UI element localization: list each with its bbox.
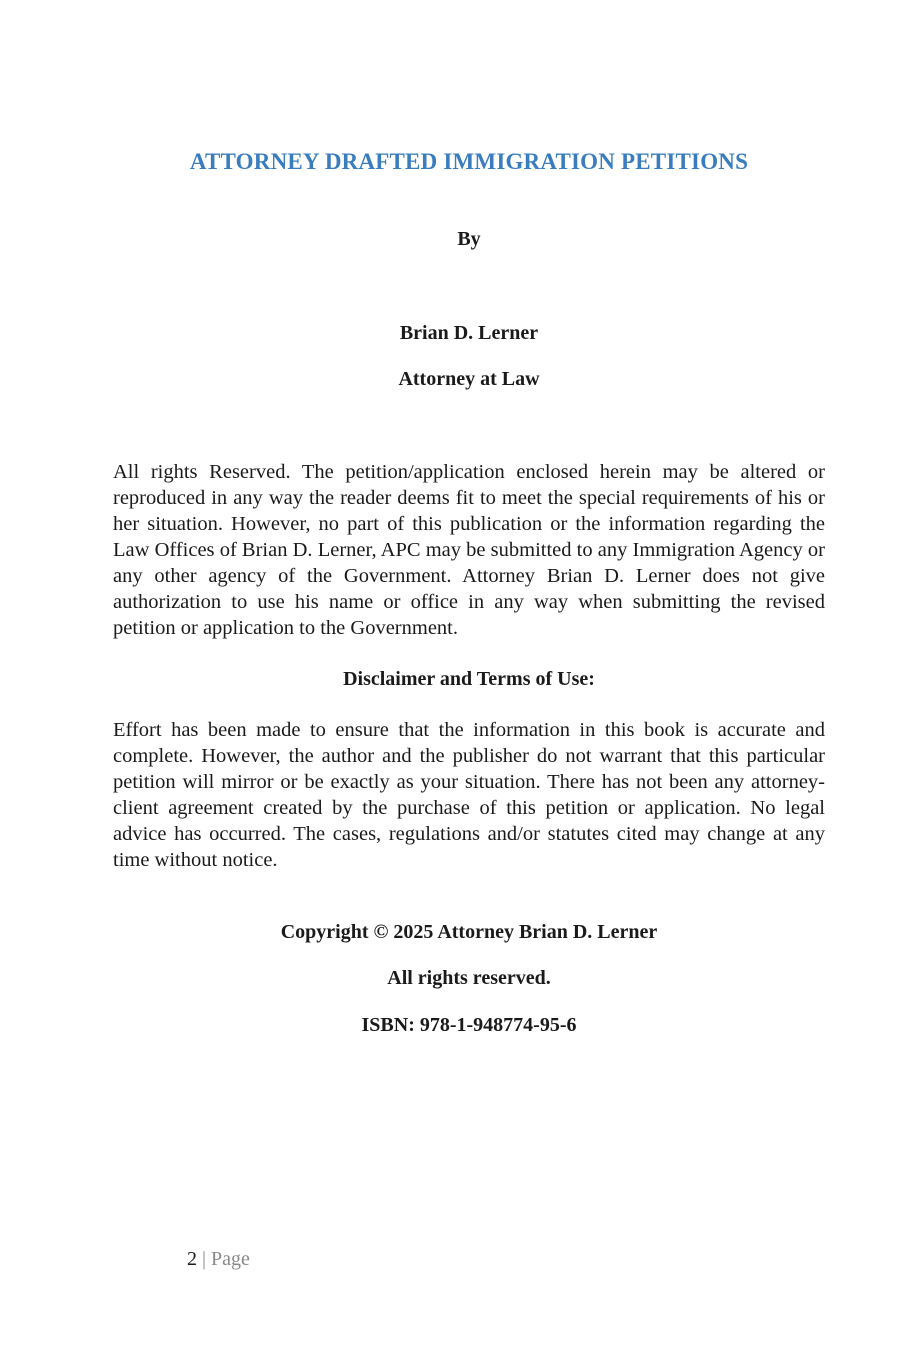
- book-title: ATTORNEY DRAFTED IMMIGRATION PETITIONS: [189, 149, 749, 174]
- rights-paragraph: All rights Reserved. The petition/application enclosed herein may be altered or reproduced in any way the reader deems fit to meet the special requirements of his or her situation. However, no part of this publication or the information regarding the Law Offices of Brian D. Lerner, APC may be submitted to any Immigration Agency or any other agency of the Government. Attorney Brian D. Lerner does not give authorization to use his name or office in any way when submitting the revised petition or application to the Government.: [113, 461, 825, 639]
- page-number: 2: [187, 1248, 197, 1270]
- by-line: By: [457, 228, 481, 250]
- footer-separator: |: [202, 1248, 207, 1270]
- disclaimer-paragraph: Effort has been made to ensure that the information in this book is accurate and complete. However, the author and the publisher do not warrant that this particular petition will mirror or be exactly as your situation. There has not been any attorney-client agreement created by the purchase of this petition or application. No legal advice has occurred. The cases, regulations and/or statutes cited may change at any time without notice.: [113, 719, 825, 871]
- page-footer: [187, 1248, 250, 1271]
- author-name: Brian D. Lerner: [399, 322, 539, 344]
- copyright-line: Copyright © 2025 Attorney Brian D. Lerner: [280, 921, 658, 943]
- footer-page-label: Page: [211, 1248, 250, 1270]
- isbn-line: ISBN: 978-1-948774-95-6: [361, 1014, 577, 1036]
- all-rights-line: All rights reserved.: [387, 967, 551, 989]
- disclaimer-heading: Disclaimer and Terms of Use:: [343, 668, 595, 690]
- author-title: Attorney at Law: [398, 368, 540, 390]
